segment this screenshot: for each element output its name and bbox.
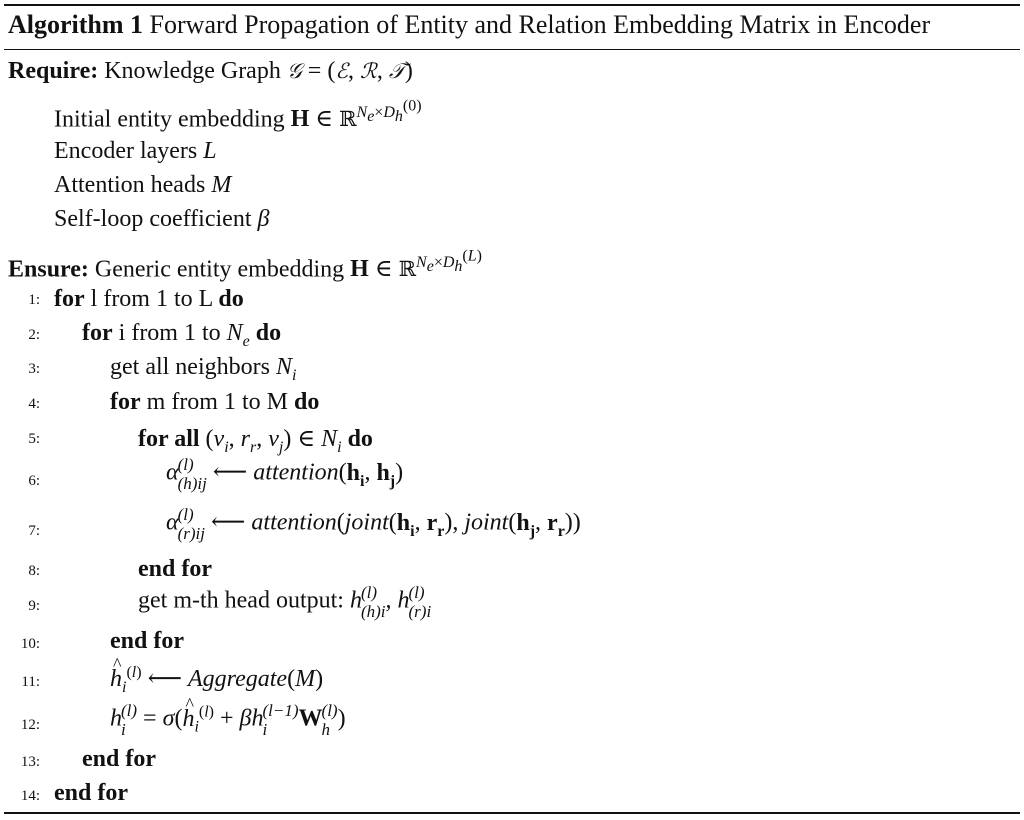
code-line-10: end for (110, 628, 184, 654)
step-text: i from 1 to (118, 320, 221, 346)
require-item-heads: Attention heads M (54, 172, 232, 198)
code-line-4: for m from 1 to M do (110, 389, 320, 415)
line-number: 5: (28, 431, 40, 447)
require-kg-text: Knowledge Graph (104, 58, 281, 84)
output-embedding-formula: H ∈ ℝ$^{N_e\times D_h^{(L)}}$ (350, 248, 482, 283)
step-text: l from 1 to L (90, 286, 213, 312)
code-line-12: h (l) i = σ(^ $h_i^{(l)} + \beta h$ (l−1) i W (l) h ) (110, 702, 346, 738)
step-text: m from 1 to M (146, 389, 288, 415)
line-number: 4: (28, 396, 40, 412)
line-number: 11: (21, 674, 40, 690)
code-line-1: for l from 1 to L do (54, 286, 244, 312)
line-number: 10: (20, 636, 40, 652)
require-item-label: Attention heads (54, 172, 206, 198)
code-line-9: get m-th head output: h (l) (h)i , h (l) (r)i (138, 583, 432, 621)
require-item-layers: Encoder layers L (54, 138, 217, 164)
embedding-formula: H ∈ ℝ$^{N_e\times D_h^{(0)}}$ (290, 98, 422, 133)
require-item-selfloop: Self-loop coefficient β (54, 206, 270, 232)
require-line (8, 58, 413, 85)
require-keyword: Require: (8, 58, 99, 84)
ensure-keyword: Ensure: (8, 256, 89, 283)
line-number: 12: (20, 717, 40, 733)
code-line-6: α (l) (h)ij ⟵ $attention(h_i$, $h_j$) (166, 455, 404, 493)
algorithm-title (8, 10, 930, 40)
code-line-13: end for (82, 746, 156, 772)
bottom-rule (4, 812, 1020, 814)
code-line-14: end for (54, 780, 128, 806)
require-item-label: Self-loop coefficient (54, 206, 252, 232)
line-number: 13: (20, 754, 40, 770)
line-number: 9: (28, 598, 40, 614)
line-number: 7: (28, 523, 40, 539)
kg-formula: 𝒢 = (ℰ, ℛ, 𝒯) (286, 58, 413, 84)
joint-fn: joint (344, 509, 389, 536)
code-line-8: end for (138, 556, 212, 582)
header-rule (4, 49, 1020, 50)
line-number: 8: (28, 563, 40, 579)
require-item-label: Initial entity embedding (54, 106, 285, 133)
require-item-label: Encoder layers (54, 138, 198, 164)
line-number: 3: (28, 361, 40, 377)
step-text: get m-th head output: (138, 587, 344, 614)
top-rule (4, 4, 1020, 6)
algorithm-caption: Forward Propagation of Entity and Relation Embedding Matrix in Encoder (149, 10, 931, 39)
line-number: 1: (28, 292, 40, 308)
code-line-11: ^ $h_i^{(l)}$ ⟵ Aggregate(M) (110, 664, 323, 697)
code-line-3: get all neighbors $N_i$ (110, 354, 297, 384)
ensure-line (8, 248, 482, 283)
ensure-text: Generic entity embedding (94, 256, 345, 283)
require-item-embedding (54, 98, 422, 133)
line-number: 14: (20, 788, 40, 804)
step-text: get all neighbors (110, 354, 270, 380)
algorithm-label: Algorithm 1 (8, 10, 144, 39)
code-line-5: for all ($v_i$, $r_r$, $v_j$) ∈ $N_i$ do (138, 426, 373, 456)
attention-fn: attention (251, 509, 337, 536)
code-line-2: for i from 1 to $N_e$ do (82, 320, 282, 350)
aggregate-fn: Aggregate (187, 666, 288, 692)
attention-fn: attention (253, 459, 339, 486)
line-number: 6: (28, 473, 40, 489)
line-number: 2: (28, 327, 40, 343)
code-line-7: α (l) (r)ij ⟵ $attention(joint(h_i$, $r_r$), $joint(h_j$, $r_r$)) (166, 505, 581, 543)
